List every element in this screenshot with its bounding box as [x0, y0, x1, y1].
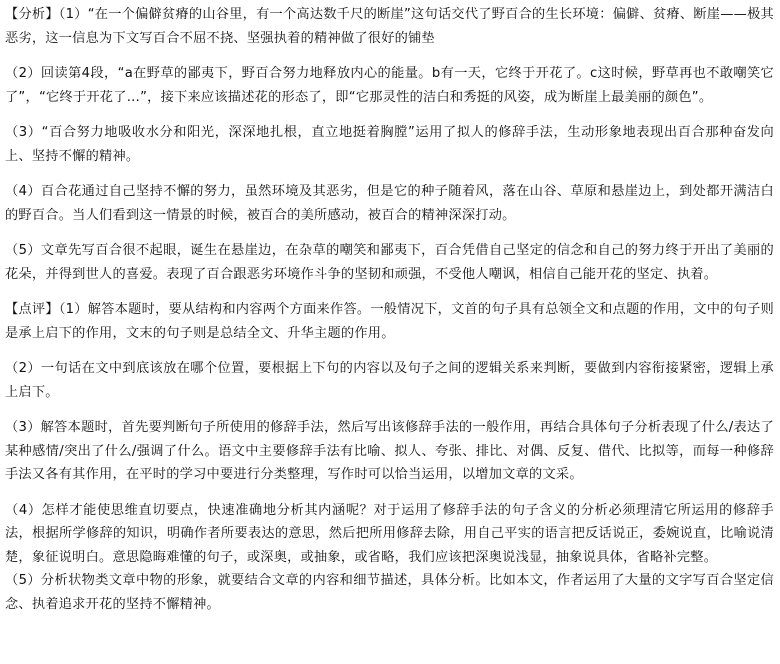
comment-paragraph-3: （3）解答本题时，首先要判断句子所使用的修辞手法，然后写出该修辞手法的一般作用，再结合具体句子分析表现了什么/表达了某种感情/突出了什么/强调了什么。语文中主要修辞手法有比喻、拟人、夸张、排比、对偶、反复、借代、比拟等，而每一种修辞手法又各有其作用，在平时的学习中要进行分类整理，写作时可以恰当运用，以增加文章的文采。: [5, 420, 774, 482]
comment-paragraph-2: （2）一句话在文中到底该放在哪个位置，要根据上下句的内容以及句子之间的逻辑关系来判断，要做到内容衔接紧密，逻辑上承上启下。: [5, 361, 774, 400]
comment-paragraph-5: （5）分析状物类文章中物的形象，就要结合文章的内容和细节描述，具体分析。比如本文，作者运用了大量的文字写百合坚定信念、执着追求开花的坚持不懈精神。: [5, 573, 774, 612]
analysis-paragraph-5: （5）文章先写百合很不起眼，诞生在悬崖边，在杂草的嘲笑和鄙夷下，百合凭借自己坚定的信念和自己的努力终于开出了美丽的花朵，并得到世人的喜爱。表现了百合跟恶劣环境作斗争的坚韧和顽强，不受他人嘲讽，相信自己能开花的坚定、执着。: [5, 243, 774, 282]
analysis-paragraph-1: 【分析】（1）“在一个偏僻贫瘠的山谷里，有一个高达数千尺的断崖”这句话交代了野百合的生长环境：偏僻、贫瘠、断崖——极其恶劣，这一信息为下文写百合不屈不挠、坚强执着的精神做了很好的铺垫: [5, 7, 774, 46]
analysis-paragraph-4: （4）百合花通过自己坚持不懈的努力，虽然环境及其恶劣，但是它的种子随着风，落在山谷、草原和悬崖边上，到处都开满洁白的野百合。当人们看到这一情景的时候，被百合的美所感动，被百合的精神深深打动。: [5, 184, 774, 223]
comment-paragraph-1: 【点评】（1）解答本题时，要从结构和内容两个方面来作答。一般情况下，文首的句子具有总领全文和点题的作用，文中的句子则是承上启下的作用，文末的句子则是总结全文、升华主题的作用。: [5, 302, 774, 341]
analysis-paragraph-3: （3）“百合努力地吸收水分和阳光，深深地扎根，直立地挺着胸膛”运用了拟人的修辞手法，生动形象地表现出百合那种奋发向上、坚持不懈的精神。: [5, 125, 774, 164]
analysis-paragraph-2: （2）回读第4段，“a在野草的鄙夷下，野百合努力地释放内心的能量。b有一天，它终于开花了。c这时候，野草再也不敢嘲笑它了”，“它终于开花了…”，接下来应该描述花的形态了，即“它那灵性的洁白和秀挺的风姿，成为断崖上最美丽的颜色”。: [5, 66, 774, 105]
comment-paragraph-4: （4）怎样才能使思维直切要点，快速准确地分析其内涵呢？对于运用了修辞手法的句子含义的分析必须理清它所运用的修辞手法，根据所学修辞的知识，明确作者所要表达的意思，然后把所用修辞去除，用自己平实的语言把反话说正，委婉说直，比喻说清楚，象征说明白。意思隐晦难懂的句子，或深奥，或抽象，或省略，我们应该把深奥说浅显，抽象说具体，省略补完整。: [5, 502, 774, 565]
